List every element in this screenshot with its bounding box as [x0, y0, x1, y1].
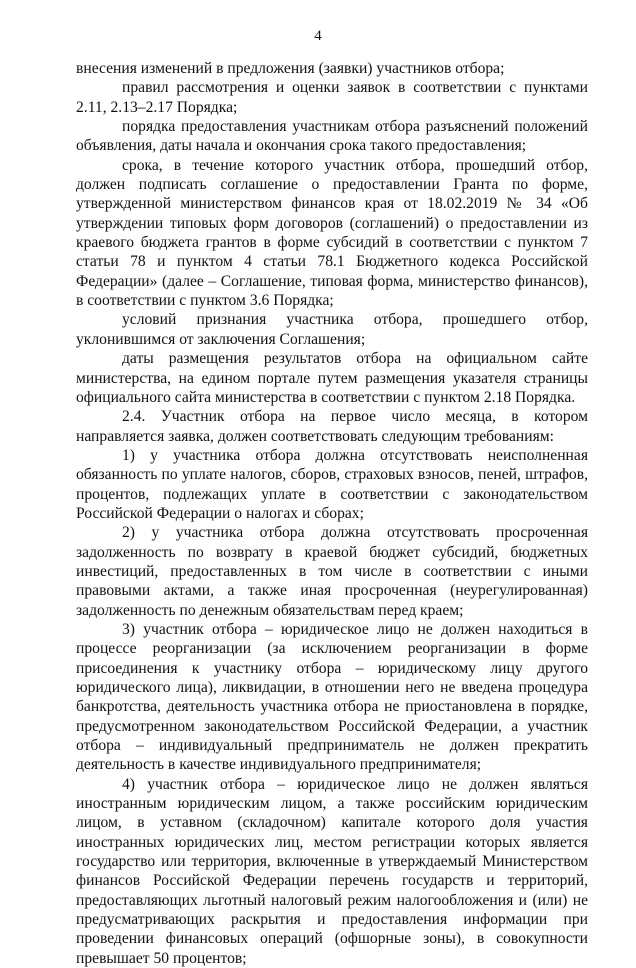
requirement-item-4: 4) участник отбора – юридическое лицо не должен являться иностранным юридическим лицом, а также российским юридическим лицом, в уставном (складочном) капитале которого доля участия иностранных юридических лиц, местом регистрации которых является государство или территория, включенные в утверждаемый Министерством финансов Российской Федерации перечень государств и территорий, предоставляющих льготный налоговый режим налогообложения и (или) не предусматривающих раскрытия и предоставления информации при проведении финансовых операций (офшорные зоны), в совокупности превышает 50 процентов;: [76, 775, 588, 967]
paragraph-results-publication: даты размещения результатов отбора на официальном сайте министерства, на едином портале путем размещения указателя страницы официального сайта министерства в соответствии с пунктом 2.18 Порядка.: [76, 350, 588, 406]
paragraph-section-2-4: 2.4. Участник отбора на первое число месяца, в котором направляется заявка, должен соответствовать следующим требованиям:: [76, 408, 588, 445]
paragraph-clarification-procedure: порядка предоставления участникам отбора разъяснений положений объявления, даты начала и окончания срока такого предоставления;: [76, 118, 588, 155]
requirement-item-2: 2) у участника отбора должна отсутствовать просроченная задолженность по возврату в краевой бюджет субсидий, бюджетных инвестиций, предоставленных в том числе в соответствии с иными правовыми актами, а также иная просроченная (неурегулированная) задолженность по денежным обязательствам перед краем;: [76, 524, 588, 619]
paragraph-agreement-deadline: срока, в течение которого участник отбора, прошедший отбор, должен подписать соглашение о предоставлении Гранта по форме, утвержденной министерством финансов края от 18.02.2019 № 34 «Об утверждении типовых форм договоров (соглашений) о предоставлении из краевого бюджета грантов в форме субсидий в соответствии с пунктом 7 статьи 78 и пунктом 4 статьи 78.1 Бюджетного кодекса Российской Федерации» (далее – Соглашение, типовая форма, министерство финансов), в соответствии с пунктом 3.6 Порядка;: [76, 156, 588, 310]
paragraph-evasion-conditions: условий признания участника отбора, прошедшего отбор, уклонившимся от заключения Соглашения;: [76, 311, 588, 348]
page-number: 4: [314, 28, 322, 44]
paragraph-continuation: внесения изменений в предложения (заявки) участников отбора;: [76, 60, 505, 77]
requirement-item-3: 3) участник отбора – юридическое лицо не должен находиться в процессе реорганизации (за исключением реорганизации в форме присоединения к участнику отбора – юридическому лицу другого юридического лица), ликвидации, в отношении него не введена процедура банкротства, деятельность участника отбора не приостановлена в порядке, предусмотренном законодательством Российской Федерации, а участник отбора – индивидуальный предприниматель не должен прекратить деятельность в качестве индивидуального предпринимателя;: [76, 620, 588, 774]
requirement-item-1: 1) у участника отбора должна отсутствовать неисполненная обязанность по уплате налогов, сборов, страховых взносов, пеней, штрафов, процентов, подлежащих уплате в соответствии с законодательством Российской Федерации о налогах и сборах;: [76, 446, 588, 522]
paragraph-review-rules: правил рассмотрения и оценки заявок в соответствии с пунктами 2.11, 2.13–2.17 Порядка;: [76, 79, 588, 116]
document-body: [76, 59, 588, 968]
